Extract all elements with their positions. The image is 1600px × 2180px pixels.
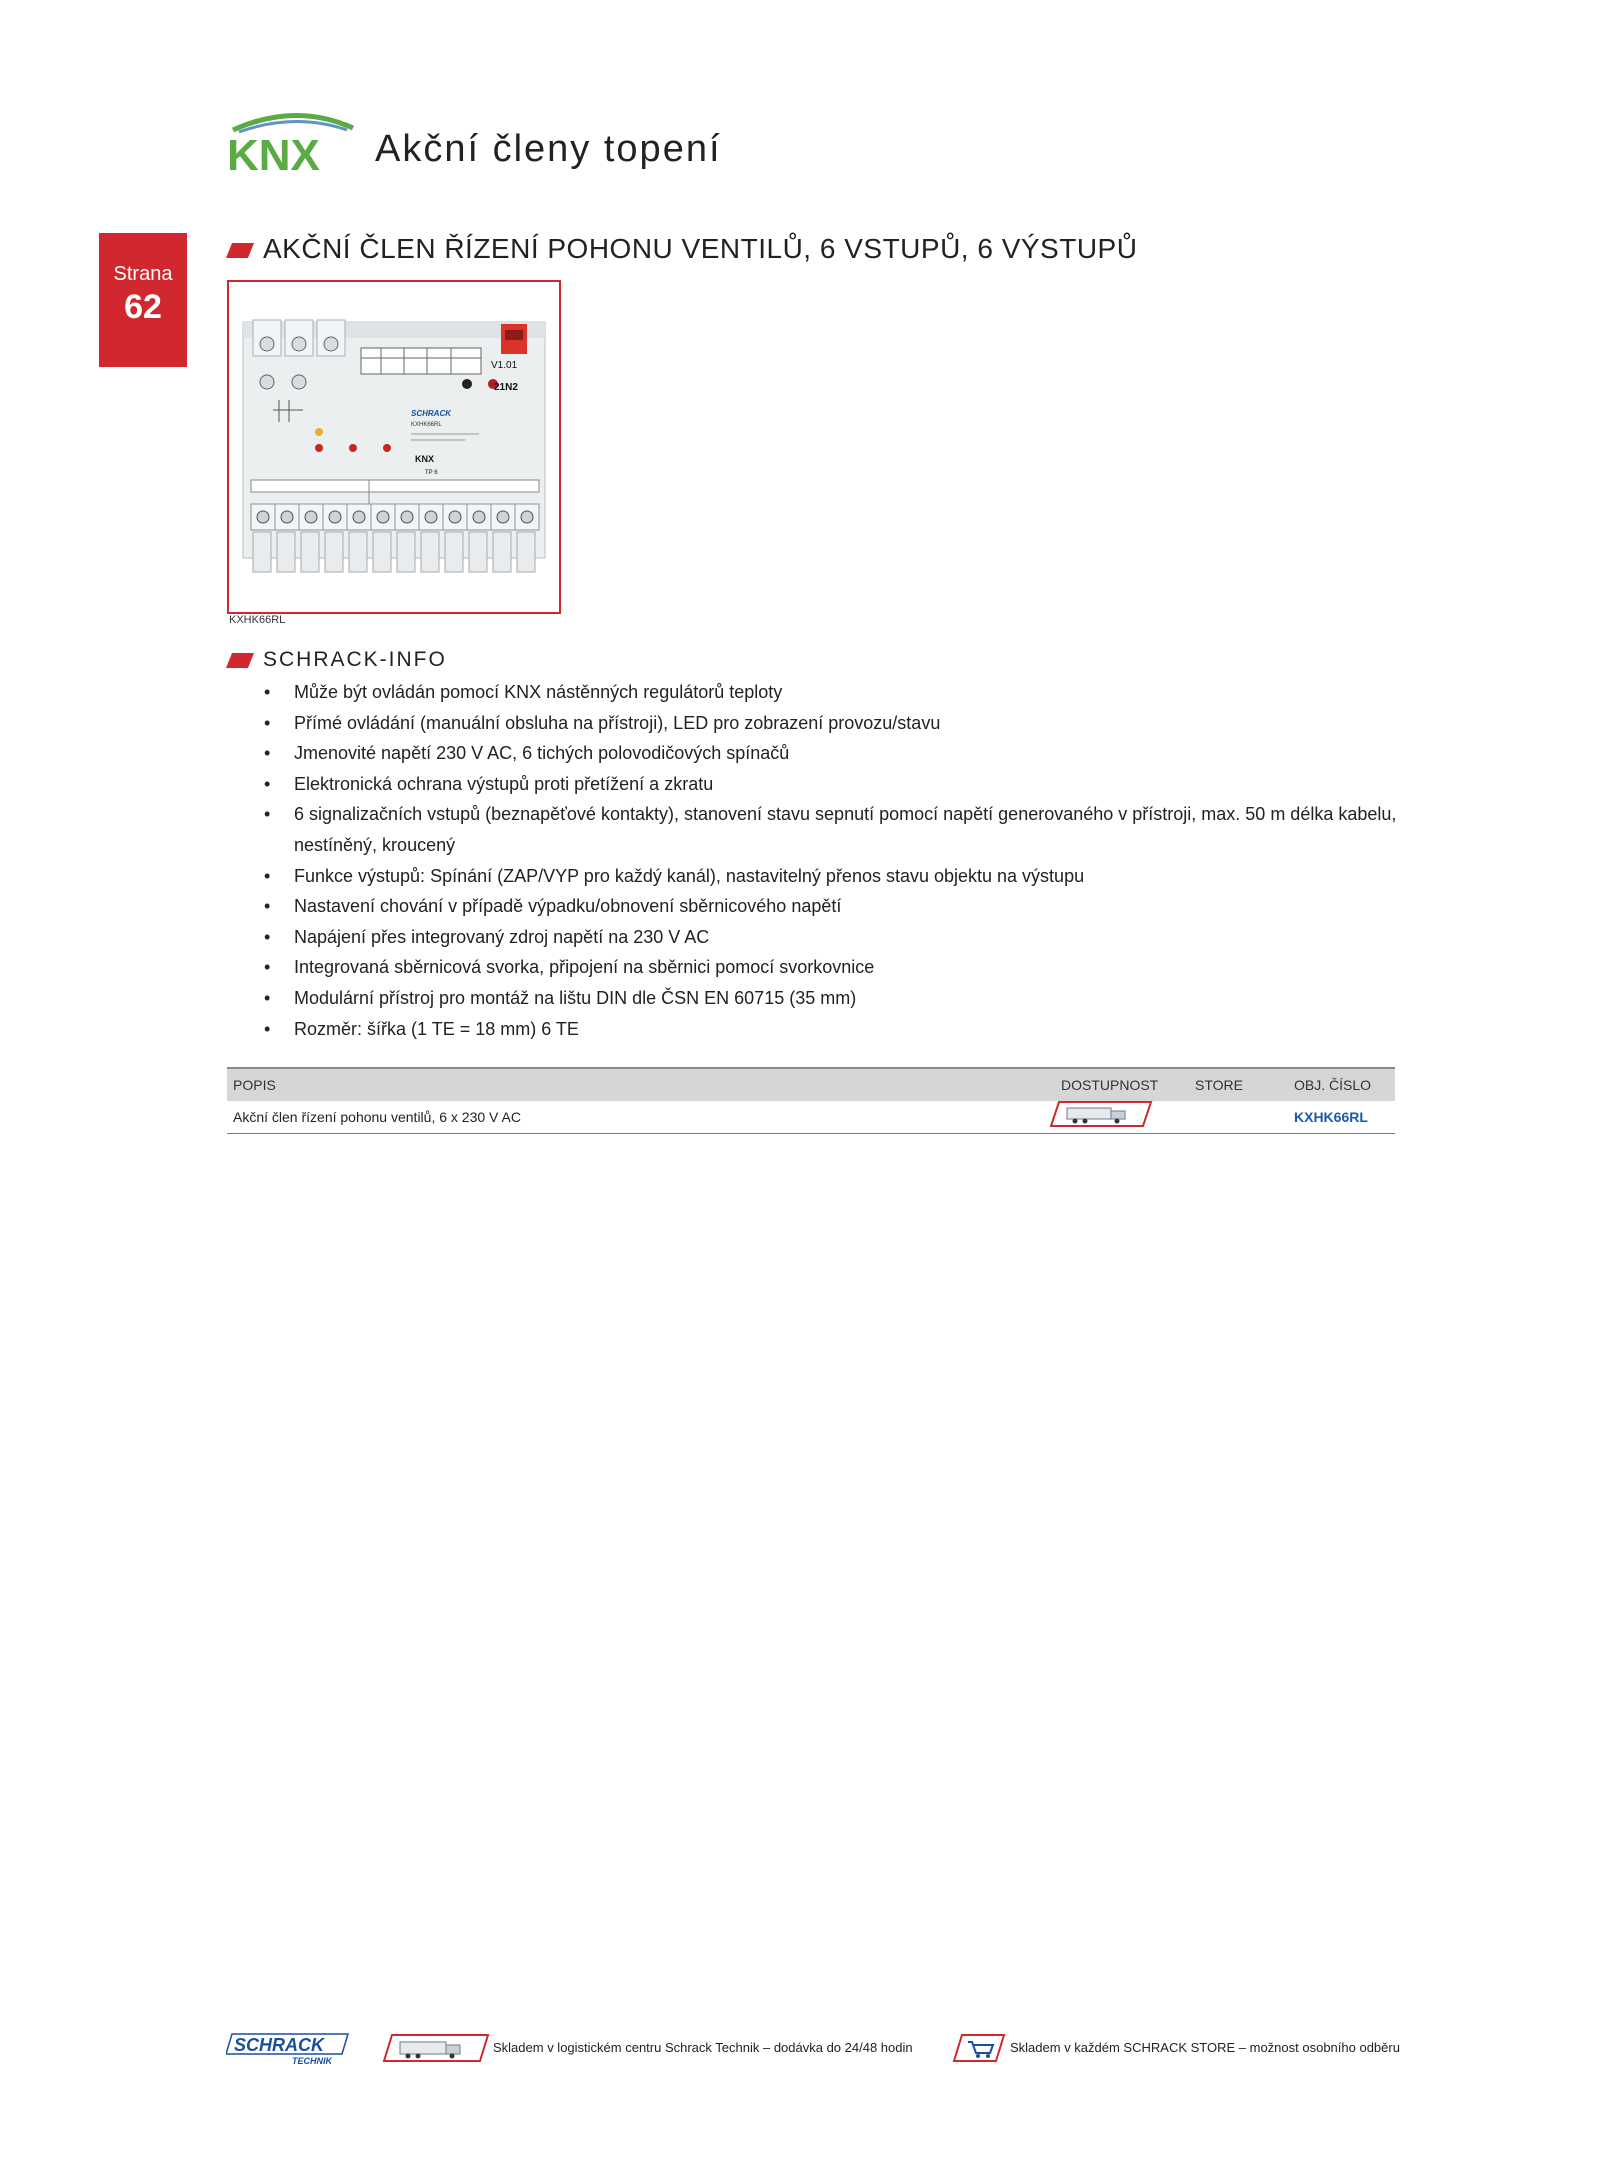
page-tab-number: 62 (124, 288, 162, 326)
table-row (227, 1101, 1395, 1134)
legend-store: Skladem v každém SCHRACK STORE – možnost osobního odběru (1010, 2040, 1400, 2055)
section-marker-icon (226, 653, 254, 668)
list-item: • Integrovaná sběrnicová svorka, připojení na sběrnici pomocí svorkovnice (258, 952, 1398, 983)
list-item: • Může být ovládán pomocí KNX nástěnných regulátorů teploty (258, 677, 1398, 708)
svg-text:KNX: KNX (227, 131, 320, 178)
schrack-logo (226, 2032, 352, 2066)
svg-text:TECHNIK: TECHNIK (292, 2056, 332, 2066)
product-title: AKČNÍ ČLEN ŘÍZENÍ POHONU VENTILŮ, 6 VSTUPŮ, 6 VÝSTUPŮ (263, 233, 1138, 264)
product-title-row (229, 233, 1137, 265)
section-marker-icon (226, 243, 254, 258)
header-obj-cislo: OBJ. ČÍSLO (1294, 1077, 1372, 1093)
page-number-tab (99, 233, 187, 367)
row-order-code[interactable]: KXHK66RL (1294, 1109, 1368, 1125)
page-tab-label: Strana (113, 263, 173, 285)
list-item: • Rozměr: šířka (1 TE = 18 mm) 6 TE (258, 1014, 1398, 1045)
row-description: Akční člen řízení pohonu ventilů, 6 x 230 V AC (233, 1109, 521, 1125)
list-item: • Napájení přes integrovaný zdroj napětí na 230 V AC (258, 922, 1398, 953)
product-table (227, 1067, 1395, 1134)
product-image (227, 280, 561, 614)
info-title-row (229, 648, 447, 672)
info-title: SCHRACK-INFO (263, 648, 447, 671)
list-item: • Nastavení chování v případě výpadku/obnovení sběrnicového napětí (258, 891, 1398, 922)
header-popis: POPIS (233, 1077, 276, 1093)
list-item: • Přímé ovládání (manuální obsluha na přístroji), LED pro zobrazení provozu/stavu (258, 708, 1398, 739)
page-title: Akční členy topení (375, 128, 722, 170)
list-item: • Funkce výstupů: Spínání (ZAP/VYP pro každý kanál), nastavitelný přenos stavu objektu na výstupu (258, 861, 1398, 892)
svg-text:KNX: KNX (415, 454, 435, 464)
cart-icon (952, 2034, 1006, 2062)
svg-text:SCHRACK: SCHRACK (234, 2035, 324, 2055)
truck-icon (382, 2034, 490, 2062)
header-store: STORE (1195, 1077, 1243, 1093)
knx-logo (225, 108, 355, 178)
list-item: • Elektronická ochrana výstupů proti přetížení a zkratu (258, 769, 1398, 800)
svg-text:SCHRACK: SCHRACK (411, 409, 451, 418)
svg-text:TP 6: TP 6 (425, 470, 438, 476)
svg-text:21N2: 21N2 (494, 382, 518, 393)
list-item: • 6 signalizačních vstupů (beznapěťové kontakty), stanovení stavu sepnutí pomocí napětí generovaného v přístroji, max. 50 m délka kabelu, nestíněný, kroucený (258, 799, 1398, 860)
table-header (227, 1067, 1395, 1101)
header-dostupnost: DOSTUPNOST (1061, 1077, 1159, 1093)
din-rail-device-illustration (229, 282, 559, 612)
image-caption: KXHK66RL (229, 614, 286, 626)
list-item: • Modulární přístroj pro montáž na lištu DIN dle ČSN EN 60715 (35 mm) (258, 983, 1398, 1014)
list-item: • Jmenovité napětí 230 V AC, 6 tichých polovodičových spínačů (258, 738, 1398, 769)
legend-logistics: Skladem v logistickém centru Schrack Technik – dodávka do 24/48 hodin (493, 2040, 913, 2055)
truck-icon (1049, 1101, 1153, 1127)
info-bullet-list (258, 677, 1398, 1044)
svg-text:KXHK66RL: KXHK66RL (411, 422, 442, 428)
svg-text:V1.01: V1.01 (491, 360, 518, 371)
